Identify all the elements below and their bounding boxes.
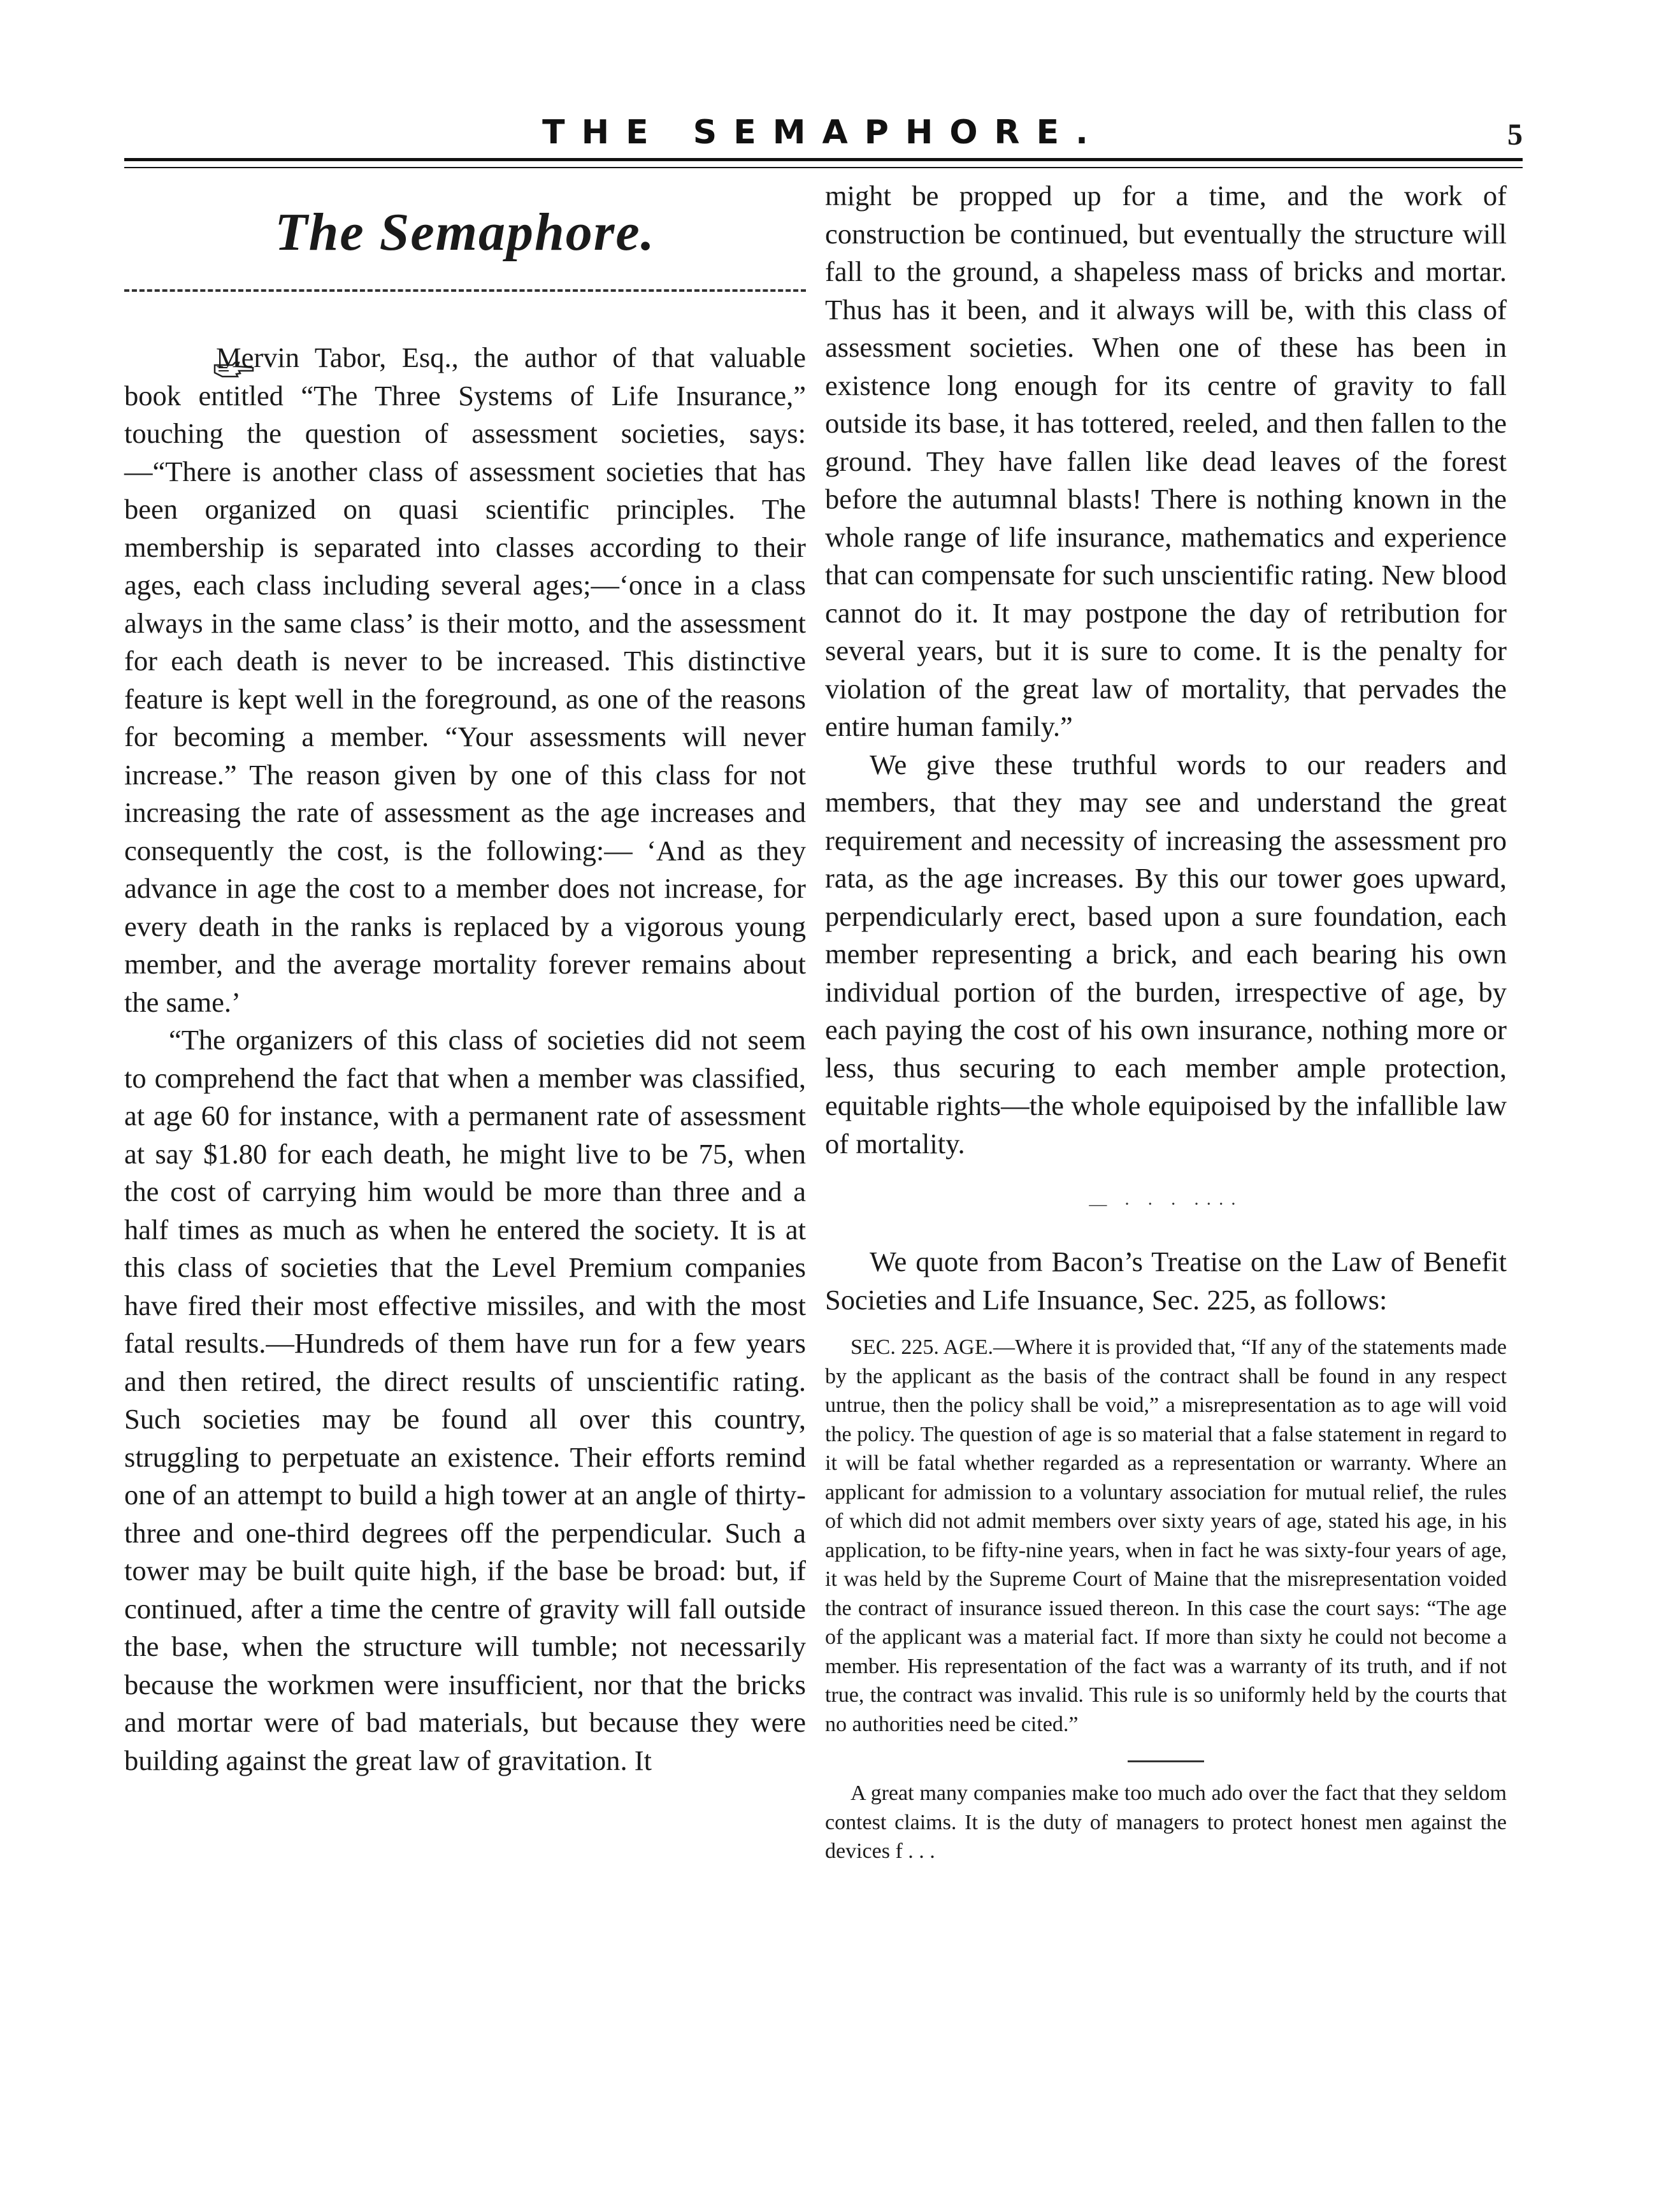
- page-header: [124, 96, 1523, 153]
- quoted-section: [825, 1333, 1507, 1739]
- article-paragraph: might be propped up for a time, and the work of construction be continued, but eventually the structure will fall to the ground, a shapeless mass of bricks and mortar. Thus has it been, and it always will be, with this class of assessment societies. When one of these has been in existence long enough for its centre of gravity to fall outside its base, it has tottered, reeled, and then fallen to the ground. They have fallen like dead leaves of the forest before the autumnal blasts! There is nothing known in the whole range of life insurance, mathematics and experience that can compensate for such unscientific rating. New blood cannot do it. It may postpone the day of retribution for several years, but it is sure to come. It is the penalty for violation of the great law of mortality, that pervades the entire human family.”: [825, 180, 1507, 742]
- article-paragraph: Mervin Tabor, Esq., the author of that valuable book entitled “The Three Systems of Life Insurance,” touching the question of assessment societies, says:—“There is another class of assessment societies that has been organized on quasi scientific principles. The membership is separated into classes according to their ages, each class including several ages;—‘once in a class always in the same class’ is their motto, and the assessment for each death is never to be increased. This distinctive feature is kept well in the foreground, as one of the reasons for becoming a member. “Your assessments will never increase.” The reason given by one of this class for not increasing the rate of assessment as the age increases and consequently the cost, is the following:— ‘And as they advance in age the cost to a member does not increase, for every death in the ranks is replaced by a vigorous young member, and the average mortality forever remains about the same.’: [124, 342, 806, 1018]
- article-paragraph: “The organizers of this class of societies did not seem to comprehend the fact that when a member was classified, at age 60 for instance, with a permanent rate of assessment at say $1.80 for each death, he might live to be 75, when the cost of carrying him would be more than three and a half times as much as when he entered the society. It is at this class of societies that the Level Premium companies have fired their most effective missiles, and with the most fatal results.—Hundreds of them have run for a few years and then retired, the direct results of unscientific rating. Such societies may be found all over this country, struggling to perpetuate an existence. Their efforts remind one of an attempt to build a high tower at an angle of thirty-three and one-third degrees off the perpendicular. Such a tower may be built quite high, if the base be broad: but, if continued, after a time the centre of gravity will fall outside the base, when the structure will tumble; not necessarily because the workmen were insufficient, nor that the bricks and mortar were of bad materials, but because they were building against the great law of gravitation. It: [124, 1024, 806, 1776]
- header-rule-thin: [124, 167, 1523, 168]
- left-column: [124, 172, 806, 1780]
- article-paragraph: We quote from Bacon’s Treatise on the Law of Benefit Societies and Life Insuance, Sec. 225, as follows:: [825, 1246, 1507, 1316]
- masthead-divider: [124, 289, 806, 292]
- right-column: [825, 177, 1507, 1866]
- article-paragraph: We give these truthful words to our readers and members, that they may see and understand the great requirement and necessity of increasing the assessment pro rata, as the age increases. By this our tower goes upward, perpendicularly erect, based upon a sure foundation, each member representing a brick, and each bearing his own individual portion of the burden, irrespective of age, by each paying the cost of his own insurance, nothing more or less, thus securing to each member ample protection, equitable rights—the whole equipoised by the infallible law of mortality.: [825, 748, 1507, 1160]
- running-title: THE SEMAPHORE.: [542, 113, 1105, 152]
- page-number: 5: [1507, 118, 1523, 152]
- short-divider: [1128, 1760, 1204, 1762]
- quote-text: SEC. 225. AGE.—Where it is provided that, “If any of the statements made by the applicant as the basis of the contract shall be found in any respect untrue, then the policy shall be void,” a misrepresentation as to age will void the policy. The question of age is so material that a false statement in regard to it will be fatal whether regarded as a representation or warranty. Where an applicant for admission to a voluntary association for mutual relief, the rules of which did not admit members over sixty years of age, stated his age, in his application, to be fifty-nine years, when in fact he was sixty-four years of age, it was held by the Supreme Court of Maine that the misrepresentation voided the contract of insurance issued thereon. In this case the court says: “The age of the applicant was a material fact. If more than sixty he could not become a member. His representation of the fact was a warranty of its truth, and if not true, the contract was invalid. This rule is so uniformly held by the courts that no authorities need be cited.”: [825, 1335, 1507, 1736]
- pointing-hand-icon: [169, 351, 211, 370]
- closing-note: [825, 1779, 1507, 1866]
- section-separator: — · · · ····: [1089, 1195, 1243, 1214]
- masthead: The Semaphore.: [275, 203, 656, 262]
- header-rule: [124, 158, 1523, 161]
- closing-text: A great many companies make too much ado over the fact that they seldom contest claims. It is the duty of managers to protect honest men against the devices f . . .: [825, 1781, 1507, 1863]
